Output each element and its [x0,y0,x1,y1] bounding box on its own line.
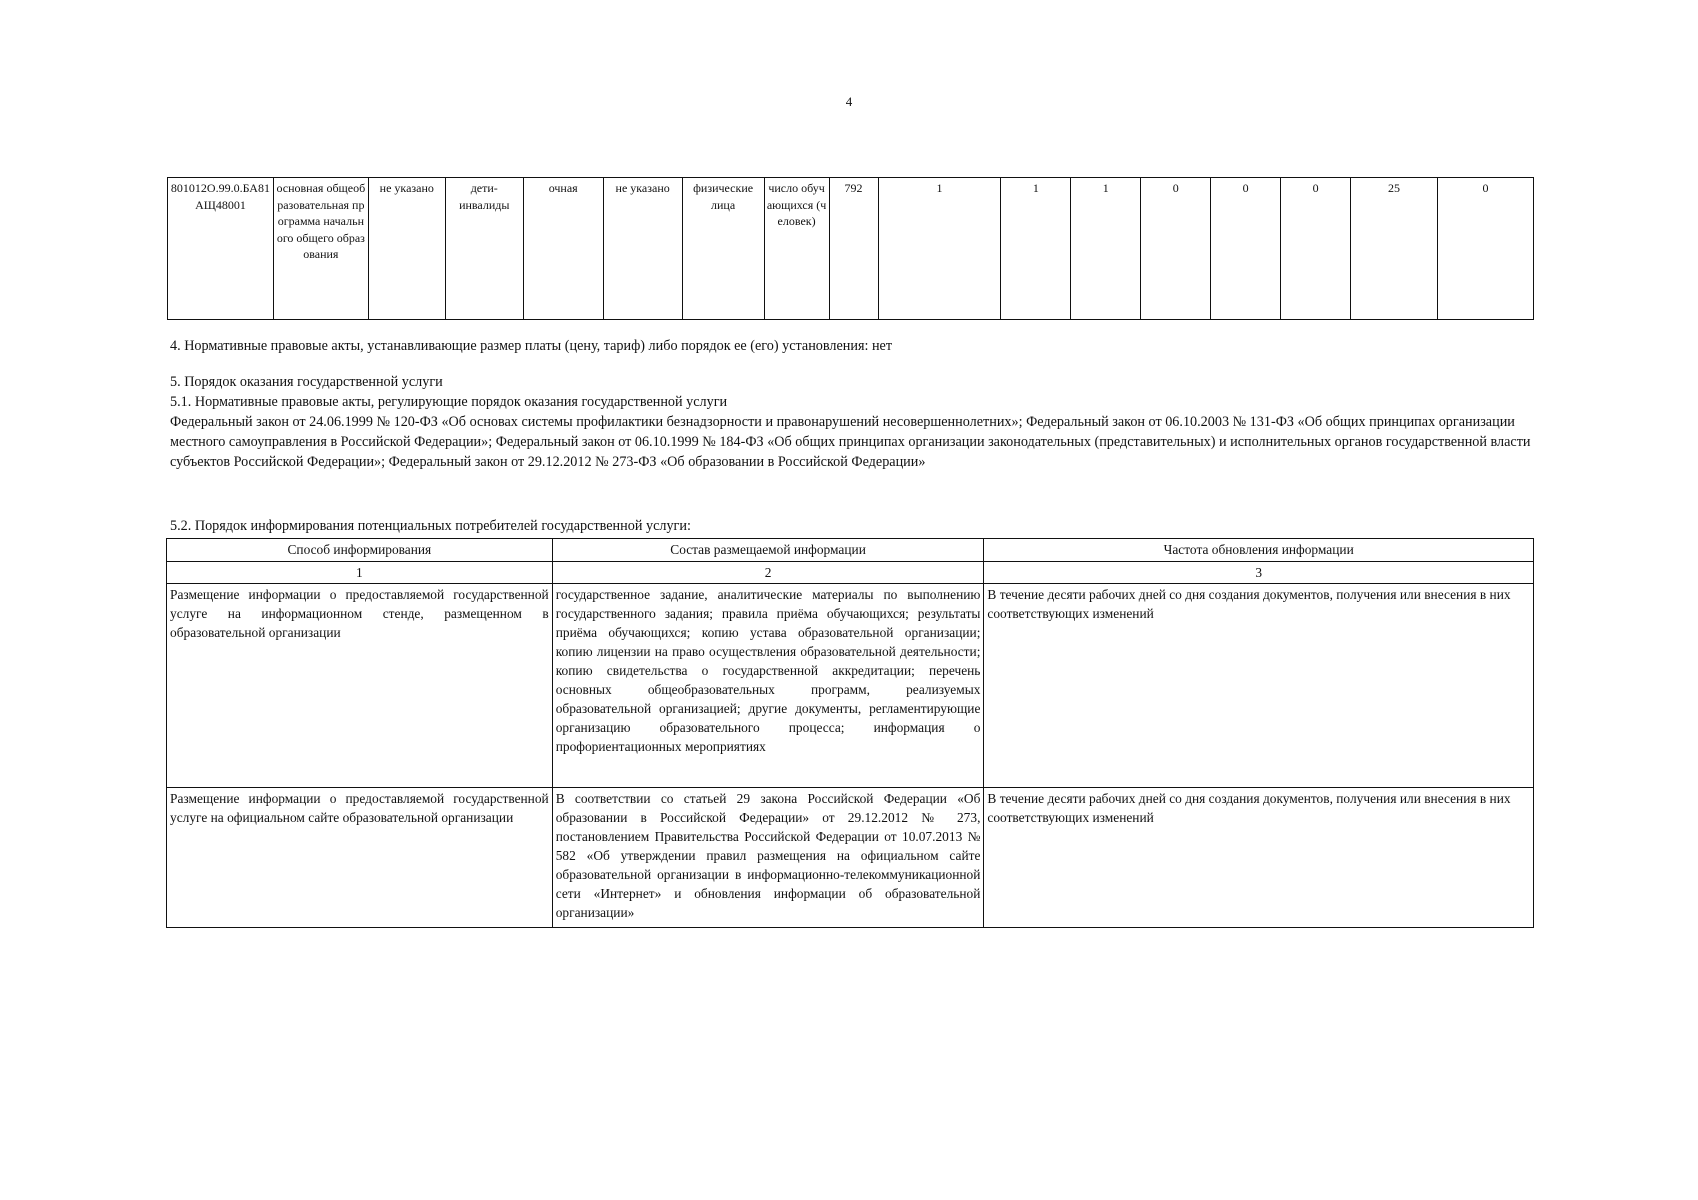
info-method: Размещение информации о предоставляемой государственной услуге на официальном сайте образовательной организации [167,788,553,928]
column-header: Состав размещаемой информации [552,539,984,562]
table-index-row [167,562,1534,584]
info-method: Размещение информации о предоставляемой государственной услуге на информационном стенде, размещенном в образовательной организации [167,584,553,788]
table-header-row [167,539,1534,562]
registry-cell: не указано [603,178,682,320]
info-frequency: В течение десяти рабочих дней со дня создания документов, получения или внесения в них соответствующих изменений [984,584,1534,788]
column-index: 3 [984,562,1534,584]
persons-type: физические лица [682,178,764,320]
info-table [166,538,1534,928]
okei-code: 792 [829,178,878,320]
section-5-title: 5. Порядок оказания государственной услуги [170,374,443,390]
table-row [168,178,1534,320]
value-cell: 1 [878,178,1001,320]
table-row [167,584,1534,788]
info-frequency: В течение десяти рабочих дней со дня создания документов, получения или внесения в них соответствующих изменений [984,788,1534,928]
column-index: 1 [167,562,553,584]
column-index: 2 [552,562,984,584]
info-content: государственное задание, аналитические материалы по выполнению государственного задания; правила приёма обучающихся; результаты приёма обучающихся; копию устава образовательной организации; копию лицензии на право осуществления образовательной деятельности; копию свидетельства о государственной аккредитации; перечень основных общеобразовательных программ, реализуемых образовательной организацией; другие документы, регламентирующие организацию образовательного процесса; информация о профориентационных мероприятиях [552,584,984,788]
program-name: основная общеобразовательная программа начального общего образования [273,178,368,320]
value-cell: 0 [1281,178,1351,320]
page-number: 4 [845,94,853,109]
value-cell: 1 [1071,178,1141,320]
registry-table [167,177,1534,320]
registry-code: 801012О.99.0.БА81АЩ48001 [168,178,274,320]
section-5-2-title: 5.2. Порядок информирования потенциальных потребителей государственной услуги: [170,518,691,534]
indicator-name: число обучающихся (человек) [764,178,829,320]
value-cell: 25 [1351,178,1438,320]
value-cell: 0 [1437,178,1533,320]
section-4-text: 4. Нормативные правовые акты, устанавливающие размер платы (цену, тариф) либо порядок ее (его) установления: нет [170,338,893,354]
consumer-category: дети-инвалиды [445,178,523,320]
value-cell: 0 [1141,178,1211,320]
section-5-1-text: Федеральный закон от 24.06.1999 № 120-ФЗ «Об основах системы профилактики безнадзорности и правонарушений несовершеннолетних»; Федеральный закон от 06.10.2003 № 131-ФЗ «Об общих принципах организации местного самоуправления в Российской Федерации»; Федеральный закон от 06.10.1999 № 184-ФЗ «Об общих принципах организации законодательных (представительных) и исполнительных органов государственной власти субъектов Российской Федерации»; Федеральный закон от 29.12.2012 № 273-ФЗ «Об образовании в Российской Федерации» [170,414,1531,470]
table-row [167,788,1534,928]
registry-cell: не указано [368,178,445,320]
info-content: В соответствии со статьей 29 закона Российской Федерации «Об образовании в Российской Федерации» от 29.12.2012 № 273, постановлением Правительства Российской Федерации от 10.07.2013 № 582 «Об утверждении правил размещения на официальном сайте образовательной организации в информационно-телекоммуникационной сети «Интернет» и обновления информации об образовательной организации» [552,788,984,928]
value-cell: 0 [1211,178,1281,320]
education-form: очная [523,178,603,320]
value-cell: 1 [1001,178,1071,320]
column-header: Способ информирования [167,539,553,562]
section-5-1-title: 5.1. Нормативные правовые акты, регулирующие порядок оказания государственной услуги [170,394,728,410]
column-header: Частота обновления информации [984,539,1534,562]
